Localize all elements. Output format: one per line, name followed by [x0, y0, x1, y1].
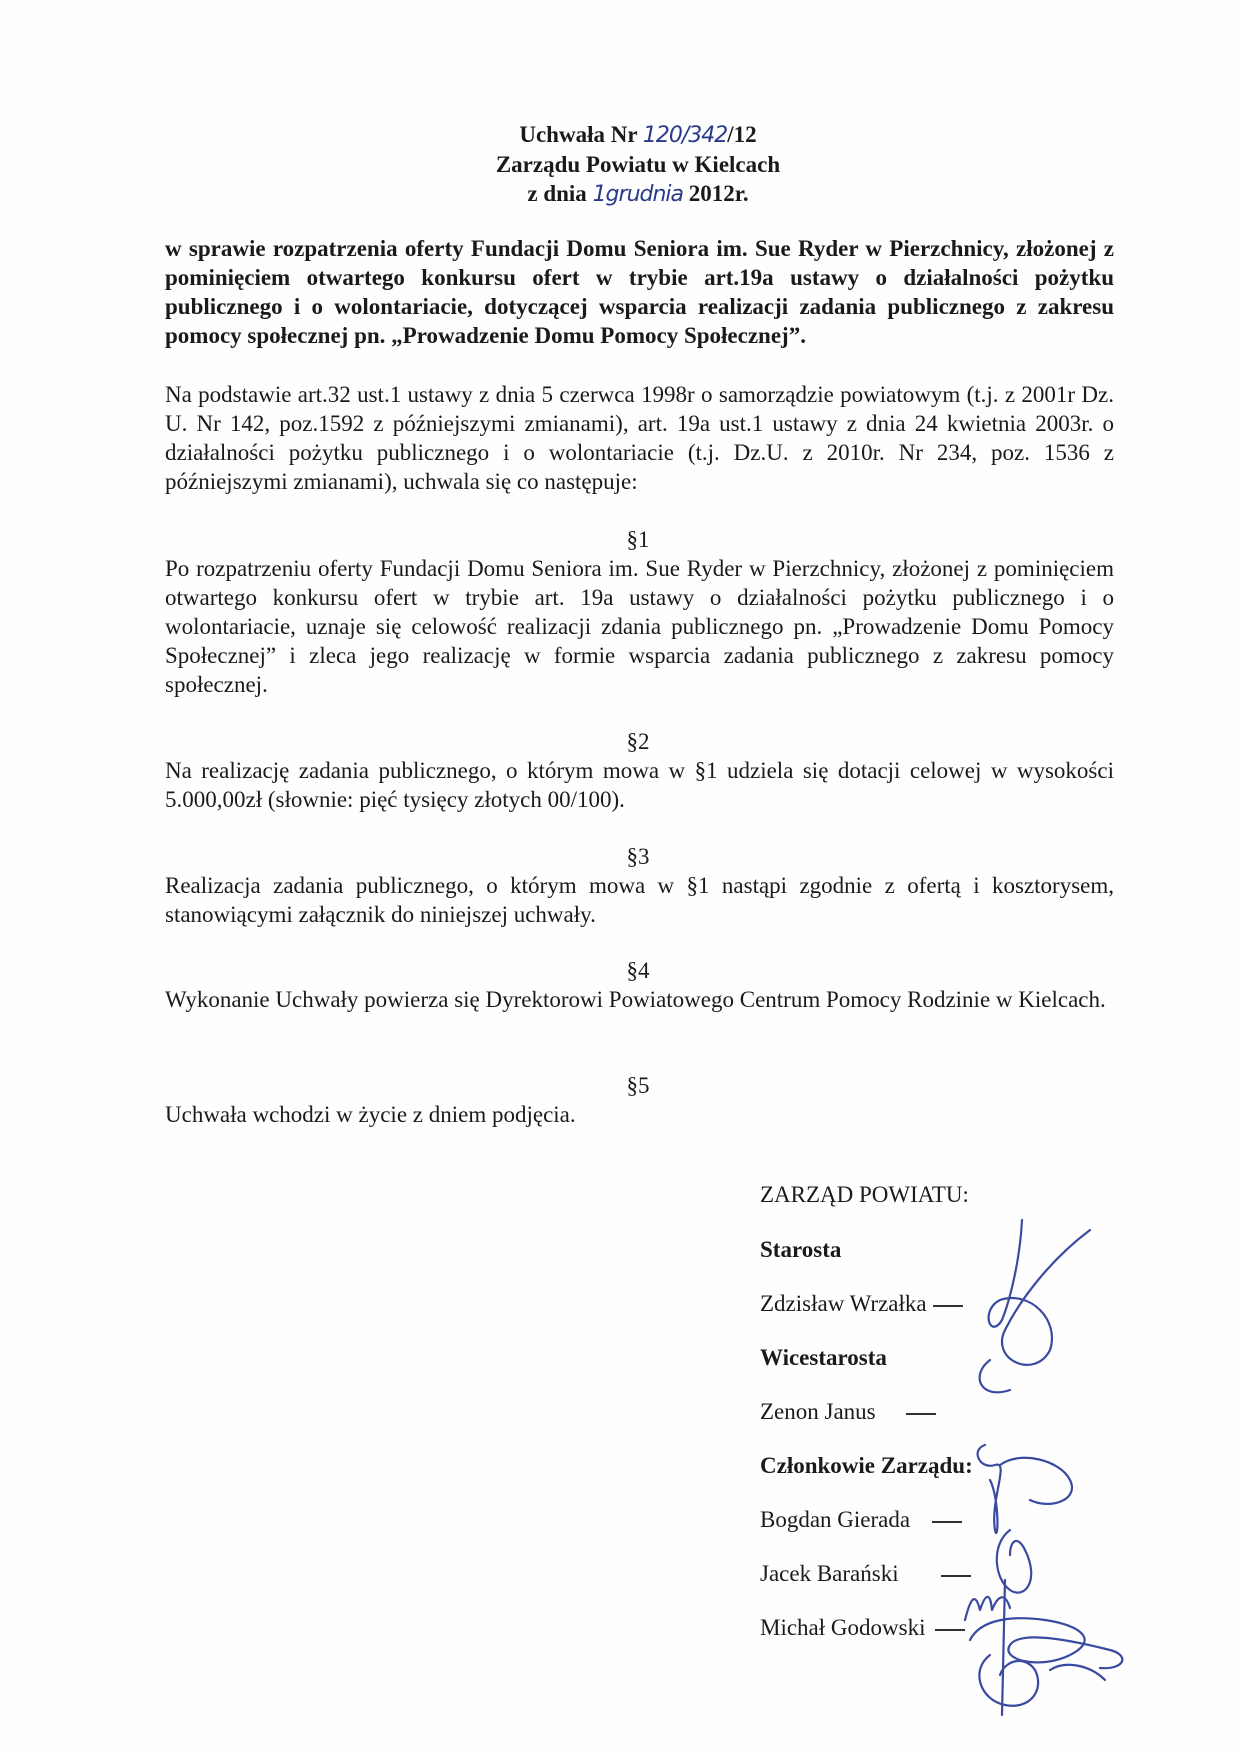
section-mark-5: §5: [626, 1073, 650, 1098]
signature-stroke: [970, 1618, 1122, 1668]
section-mark-2: §2: [626, 729, 650, 754]
section-mark-4: §4: [626, 958, 650, 983]
signature-stroke: [1002, 1580, 1005, 1715]
wicestarosta-name: Zenon Janus: [760, 1399, 876, 1424]
member-row: [760, 1559, 971, 1588]
resolution-date-suffix: 2012r.: [683, 181, 749, 206]
signature-stroke: [979, 1655, 1038, 1706]
member-name: Michał Godowski: [760, 1615, 926, 1640]
starosta-name: Zdzisław Wrzałka: [760, 1291, 927, 1316]
resolution-number-suffix: /12: [727, 122, 757, 147]
section-mark-1: §1: [626, 527, 650, 552]
board-title: ZARZĄD POWIATU:: [760, 1182, 969, 1207]
handwritten-signatures: [950, 1200, 1230, 1720]
section-text-2: Na realizację zadania publicznego, o którym mowa w §1 udziela się dotacji celowej w wysokości 5.000,00zł (słownie: pięć tysięcy złotych 00/100).: [165, 758, 1114, 812]
section-text-3: Realizacja zadania publicznego, o którym mowa w §1 nastąpi zgodnie z ofertą i kosztorysem, stanowiącymi załącznik do niniejszej uchwały.: [165, 873, 1114, 927]
signature-stroke: [1000, 1458, 1072, 1504]
resolution-subject: w sprawie rozpatrzenia oferty Fundacji Domu Seniora im. Sue Ryder w Pierzchnicy, złożonej z pominięciem otwartego konkursu ofert w trybie art.19a ustawy o działalności pożytku publicznego i o wolontariacie, dotyczącej wsparcia realizacji zadania publicznego z zakresu pomocy społecznej pn. „Prowadzenie Domu Pomocy Społecznej”.: [165, 236, 1114, 348]
resolution-date-prefix: z dnia: [527, 181, 593, 206]
member-name: Jacek Barański: [760, 1561, 899, 1586]
preamble: Na podstawie art.32 ust.1 ustawy z dnia 5 czerwca 1998r o samorządzie powiatowym (t.j. z 2001r Dz. U. Nr 142, poz.1592 z późniejszymi zmianami), art. 19a ust.1 ustawy z dnia 24 kwietnia 2003r. o działalności pożytku publicznego i o wolontariacie (t.j. Dz.U. z 2010r. Nr 234, poz. 1536 z późniejszymi zmianami), uchwala się co następuje:: [165, 382, 1114, 494]
wicestarosta-row: [760, 1397, 936, 1426]
member-row: [760, 1613, 965, 1642]
starosta-label: Starosta: [760, 1237, 842, 1262]
resolution-date-handwritten: 1grudnia: [592, 182, 684, 207]
resolution-number-prefix: Uchwała Nr: [519, 122, 643, 147]
member-name: Bogdan Gierada: [760, 1507, 911, 1532]
signature-stroke: [997, 1530, 1031, 1593]
section-text-5: Uchwała wchodzi w życie z dniem podjęcia.: [165, 1102, 576, 1127]
signature-stroke: [989, 1220, 1090, 1365]
section-text-4: Wykonanie Uchwały powierza się Dyrektorowi Powiatowego Centrum Pomocy Rodzinie w Kielcach.: [165, 987, 1106, 1012]
resolution-header: [0, 120, 1240, 209]
signature-line: [906, 1413, 936, 1415]
section-mark-3: §3: [626, 844, 650, 869]
section-text-1: Po rozpatrzeniu oferty Fundacji Domu Seniora im. Sue Ryder w Pierzchnicy, złożonej z pominięciem otwartego konkursu ofert w trybie art. 19a ustawy o działalności pożytku publicznego i o wolontariacie, uznaje się celowość realizacji zdania publicznego pn. „Prowadzenie Domu Pomocy Społecznej” i zleca jego realizację w formie wsparcia zadania publicznego z zakresu pomocy społecznej.: [165, 556, 1114, 697]
resolution-number-line: [0, 120, 1240, 150]
signature-stroke: [1050, 1665, 1105, 1680]
wicestarosta-label: Wicestarosta: [760, 1345, 887, 1370]
members-label: Członkowie Zarządu:: [760, 1453, 973, 1478]
signature-stroke: [980, 1360, 1010, 1392]
resolution-date-line: [0, 179, 1240, 209]
signature-stroke: [978, 1445, 1001, 1533]
starosta-row: [760, 1289, 963, 1318]
resolution-issuer: Zarządu Powiatu w Kielcach: [495, 152, 781, 177]
resolution-number-handwritten: 120/342: [642, 123, 728, 148]
member-row: [760, 1505, 962, 1534]
